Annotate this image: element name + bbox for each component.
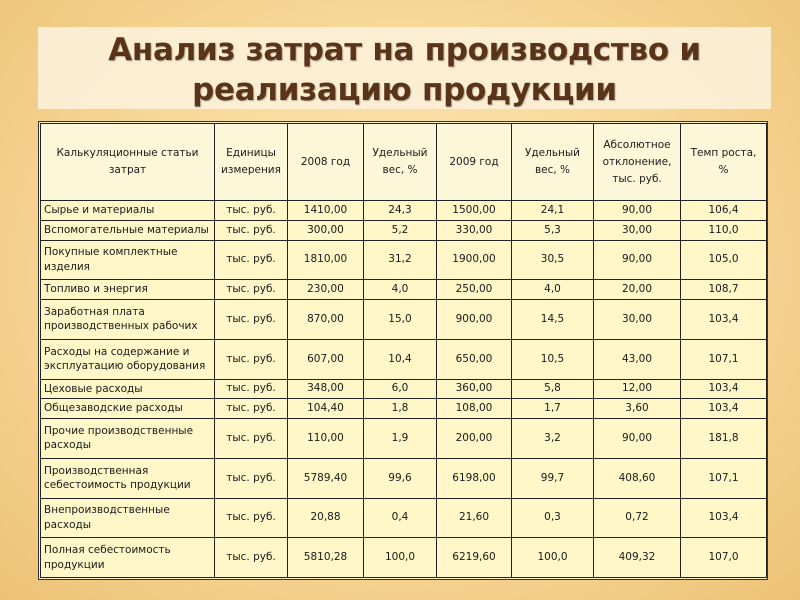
table-cell: 30,5 [512,240,594,280]
cost-item-cell: Покупные комплектные изделия [41,240,215,280]
table-cell: 103,4 [681,379,767,399]
table-cell: 409,32 [594,538,681,578]
table-cell: 43,00 [594,339,681,379]
table-cell: тыс. руб. [215,498,288,538]
cost-item-cell: Полная себестоимость продукции [41,538,215,578]
table-cell: 5,2 [364,220,437,240]
table-cell: 104,40 [288,399,364,419]
table-cell: тыс. руб. [215,399,288,419]
table-cell: 6198,00 [437,458,512,498]
table-cell: 5,3 [512,220,594,240]
table-cell: 200,00 [437,419,512,459]
table-cell: тыс. руб. [215,339,288,379]
slide-title-line-1: Анализ затрат на производство и [108,32,701,68]
cost-item-cell: Внепроизводственные расходы [41,498,215,538]
header-cell: Темп роста, % [681,124,767,201]
table-cell: 20,00 [594,280,681,300]
cost-item-cell: Расходы на содержание и эксплуатацию оборудования [41,339,215,379]
table-cell: 348,00 [288,379,364,399]
table-cell: 5789,40 [288,458,364,498]
table-cell: 3,60 [594,399,681,419]
table-row [41,280,767,300]
table-cell: 107,1 [681,339,767,379]
table-cell: 900,00 [437,300,512,340]
table-cell: 14,5 [512,300,594,340]
table-cell: 108,00 [437,399,512,419]
table-cell: 181,8 [681,419,767,459]
table-cell: 5,8 [512,379,594,399]
table-cell: 107,0 [681,538,767,578]
table-cell: 870,00 [288,300,364,340]
table-cell: 10,5 [512,339,594,379]
table-cell: 1,9 [364,419,437,459]
table-row [41,498,767,538]
table-cell: 24,3 [364,201,437,221]
table-cell: тыс. руб. [215,280,288,300]
table-cell: 330,00 [437,220,512,240]
table-cell: 106,4 [681,201,767,221]
table-cell: 12,00 [594,379,681,399]
table-row [41,419,767,459]
table-cell: 1810,00 [288,240,364,280]
table-cell: 30,00 [594,300,681,340]
table-cell: 15,0 [364,300,437,340]
table-cell: 30,00 [594,220,681,240]
table-cell: 1410,00 [288,201,364,221]
header-cell: Удельный вес, % [512,124,594,201]
table-cell: 24,1 [512,201,594,221]
table-cell: 4,0 [512,280,594,300]
header-cell: Калькуляционные статьи затрат [41,124,215,201]
slide-title [38,30,771,110]
table-cell: 20,88 [288,498,364,538]
table-row [41,300,767,340]
table-cell: тыс. руб. [215,240,288,280]
table-cell: 100,0 [364,538,437,578]
table-cell: 3,2 [512,419,594,459]
table-cell: 607,00 [288,339,364,379]
table-row [41,538,767,578]
table-cell: 107,1 [681,458,767,498]
cost-item-cell: Сырье и материалы [41,201,215,221]
table-cell: 90,00 [594,240,681,280]
table-cell: тыс. руб. [215,458,288,498]
table-cell: 90,00 [594,201,681,221]
cost-item-cell: Прочие производственные расходы [41,419,215,459]
table-cell: 21,60 [437,498,512,538]
table-cell: тыс. руб. [215,538,288,578]
header-cell: 2009 год [437,124,512,201]
table-cell: 99,6 [364,458,437,498]
header-cell: Абсолютное отклонение, тыс. руб. [594,124,681,201]
table-cell: 10,4 [364,339,437,379]
cost-item-cell: Производственная себестоимость продукции [41,458,215,498]
table-header-row [41,124,767,201]
table-cell: 99,7 [512,458,594,498]
table-cell: 408,60 [594,458,681,498]
table-cell: 0,72 [594,498,681,538]
slide-title-line-2: реализацию продукции [192,72,617,108]
table-row [41,240,767,280]
cost-item-cell: Цеховые расходы [41,379,215,399]
table-cell: 4,0 [364,280,437,300]
table-cell: 5810,28 [288,538,364,578]
table-cell: 6219,60 [437,538,512,578]
table-cell: 650,00 [437,339,512,379]
table-row [41,458,767,498]
table-cell: тыс. руб. [215,300,288,340]
table-cell: тыс. руб. [215,379,288,399]
table-row [41,399,767,419]
table-cell: 31,2 [364,240,437,280]
cost-analysis-table [40,123,767,578]
table-cell: 1,7 [512,399,594,419]
cost-item-cell: Топливо и энергия [41,280,215,300]
table-row [41,339,767,379]
table-cell: 230,00 [288,280,364,300]
table-cell: тыс. руб. [215,201,288,221]
table-cell: 105,0 [681,240,767,280]
table-row [41,220,767,240]
table-cell: 300,00 [288,220,364,240]
table-cell: 1900,00 [437,240,512,280]
cost-item-cell: Общезаводские расходы [41,399,215,419]
table-row [41,201,767,221]
table-cell: 0,4 [364,498,437,538]
header-cell: Удельный вес, % [364,124,437,201]
cost-item-cell: Заработная плата производственных рабочих [41,300,215,340]
table-cell: тыс. руб. [215,419,288,459]
table-cell: 103,4 [681,300,767,340]
table-cell: 108,7 [681,280,767,300]
table-cell: 250,00 [437,280,512,300]
table-cell: 360,00 [437,379,512,399]
table-cell: 1500,00 [437,201,512,221]
table-cell: 0,3 [512,498,594,538]
table-cell: 110,00 [288,419,364,459]
cost-item-cell: Вспомогательные материалы [41,220,215,240]
header-cell: Единицы измерения [215,124,288,201]
table-cell: тыс. руб. [215,220,288,240]
table-row [41,379,767,399]
table-cell: 103,4 [681,498,767,538]
header-cell: 2008 год [288,124,364,201]
table-cell: 90,00 [594,419,681,459]
table-cell: 110,0 [681,220,767,240]
table-cell: 6,0 [364,379,437,399]
table-cell: 1,8 [364,399,437,419]
table-cell: 103,4 [681,399,767,419]
table-cell: 100,0 [512,538,594,578]
